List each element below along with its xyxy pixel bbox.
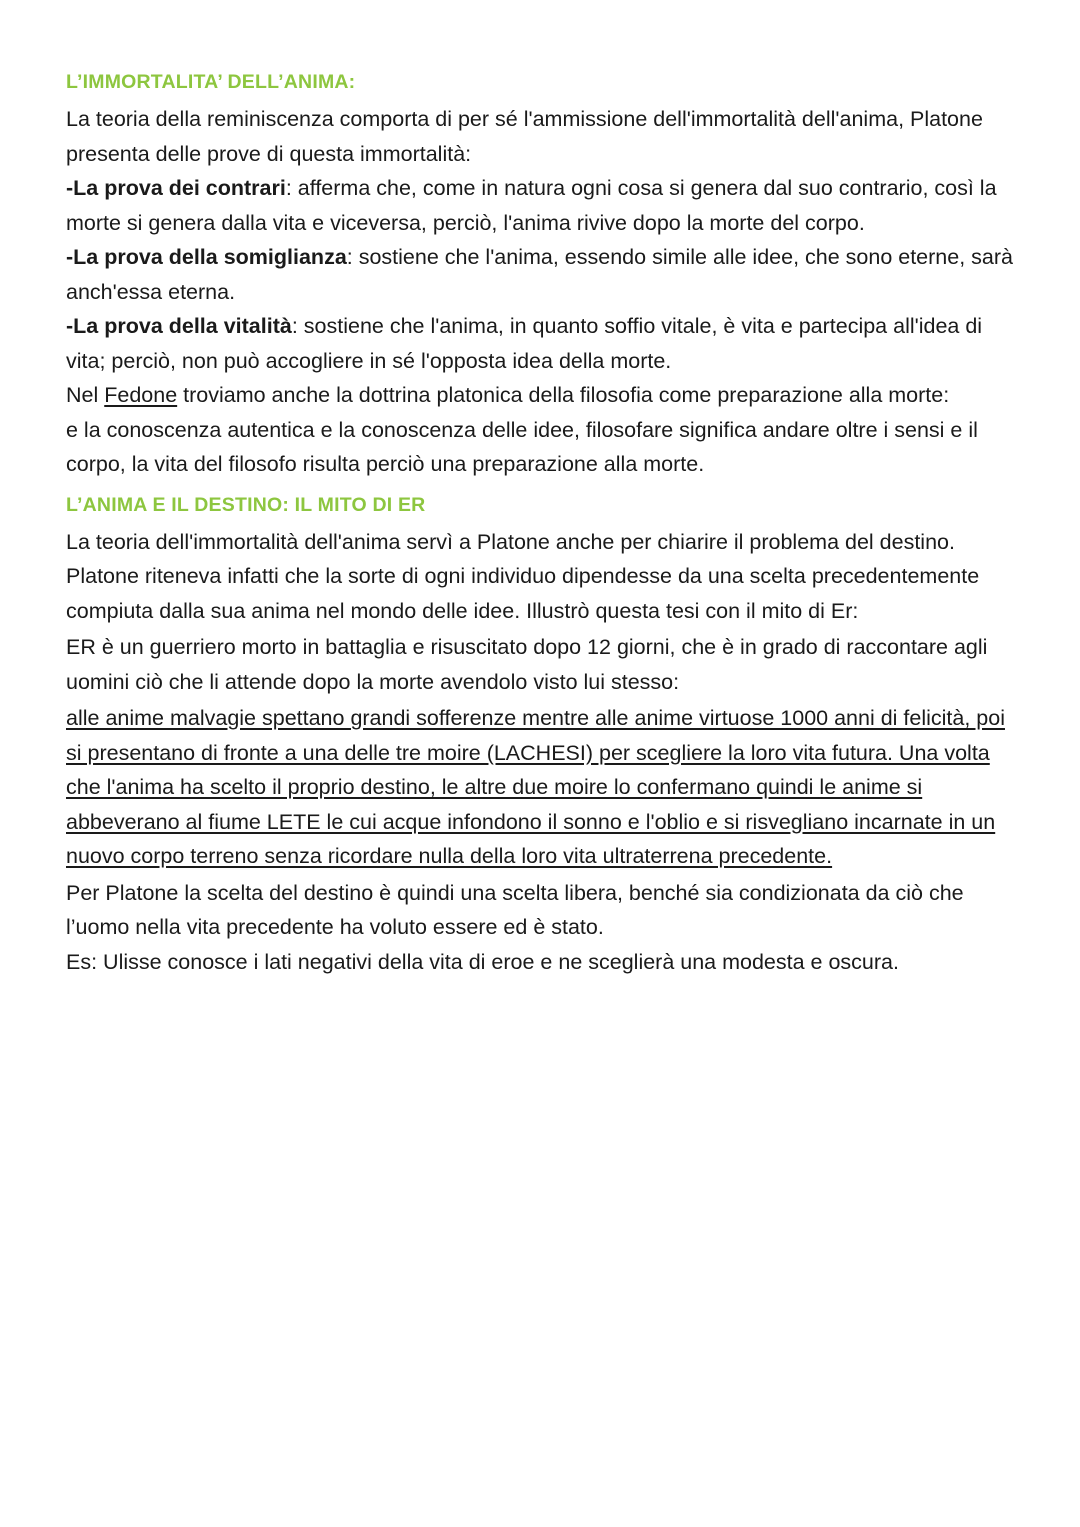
prova-vitalita-label: -La prova della vitalità [66, 314, 292, 338]
prova-somiglianza-label: -La prova della somiglianza [66, 245, 347, 269]
paragraph-fedone [66, 378, 1026, 413]
prova-somiglianza-text: : sostiene che l'anima, essendo simile alle idee, che sono eterne, sarà anch'essa eterna. [66, 245, 1013, 304]
paragraph-prova-somiglianza [66, 240, 1026, 309]
paragraph-er: ER è un guerriero morto in battaglia e risuscitato dopo 12 giorni, che è in grado di raccontare agli uomini ciò che li attende dopo la morte avendolo visto lui stesso: [66, 635, 988, 694]
paragraph-intro-reminiscenza: La teoria della reminiscenza comporta di per sé l'ammissione dell'immortalità dell'anima, Platone presenta delle prove di questa immortalità: [66, 107, 983, 166]
paragraph-scelta-libera: Per Platone la scelta del destino è quindi una scelta libera, benché sia condizionata da ciò che l’uomo nella vita precedente ha voluto essere ed è stato. [66, 880, 964, 939]
fedone-pre: Nel [66, 383, 105, 407]
document-page [66, 68, 1026, 979]
underlined-block [66, 701, 1026, 874]
prova-contrari-label: -La prova dei contrari [66, 176, 286, 200]
section-heading-mito-di-er: L’ANIMA E IL DESTINO: IL MITO DI ER [66, 493, 426, 516]
section-heading-immortalita: L’IMMORTALITA’ DELL’ANIMA: [66, 71, 356, 93]
paragraph-anime-underlined: alle anime malvagie spettano grandi sofferenze mentre alle anime virtuose 1000 anni di felicità, poi si presentano di fronte a una delle tre moire (LACHESI) per scegliere la loro vita futura. Una volta che l'anima ha scelto il proprio destino, le altre due moire lo confermano quindi le anime si abbeverano al fiume LETE le cui acque infondono il sonno e l'oblio e si risvegliano incarnate in un nuovo corpo terreno senza ricordare nulla della loro vita ultraterrena precedente. [66, 706, 1005, 868]
paragraph-conoscenza: e la conoscenza autentica e la conoscenza delle idee, filosofare significa andare oltre i sensi e il corpo, la vita del filosofo risulta perciò una preparazione alla morte. [66, 417, 978, 476]
prova-vitalita-text: : sostiene che l'anima, in quanto soffio vitale, è vita e partecipa all'idea di vita; perciò, non può accogliere in sé l'opposta idea della morte. [66, 314, 983, 373]
paragraph-prova-vitalita [66, 309, 1026, 378]
paragraph-prova-contrari [66, 171, 1026, 240]
paragraph-esempio-ulisse: Es: Ulisse conosce i lati negativi della vita di eroe e ne sceglierà una modesta e oscura. [66, 949, 899, 974]
prova-contrari-text: : afferma che, come in natura ogni cosa si genera dal suo contrario, così la morte si genera dalla vita e viceversa, perciò, l'anima rivive dopo la morte del corpo. [66, 176, 997, 235]
paragraph-destino-intro: La teoria dell'immortalità dell'anima servì a Platone anche per chiarire il problema del destino. Platone riteneva infatti che la sorte di ogni individuo dipendesse da una scelta precedentemente compiuta dalla sua anima nel mondo delle idee. Illustrò questa tesi con il mito di Er: [66, 529, 980, 623]
fedone-post: troviamo anche la dottrina platonica della filosofia come preparazione alla morte: [177, 383, 950, 407]
fedone-title: Fedone [104, 383, 178, 407]
